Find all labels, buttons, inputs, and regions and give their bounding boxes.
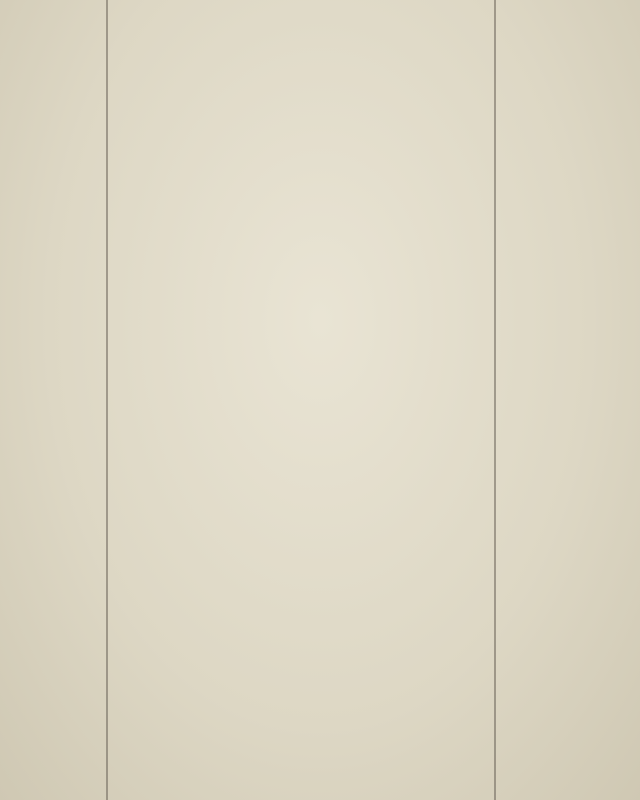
column-rule-right	[494, 0, 496, 800]
column-rule-left	[106, 0, 108, 800]
